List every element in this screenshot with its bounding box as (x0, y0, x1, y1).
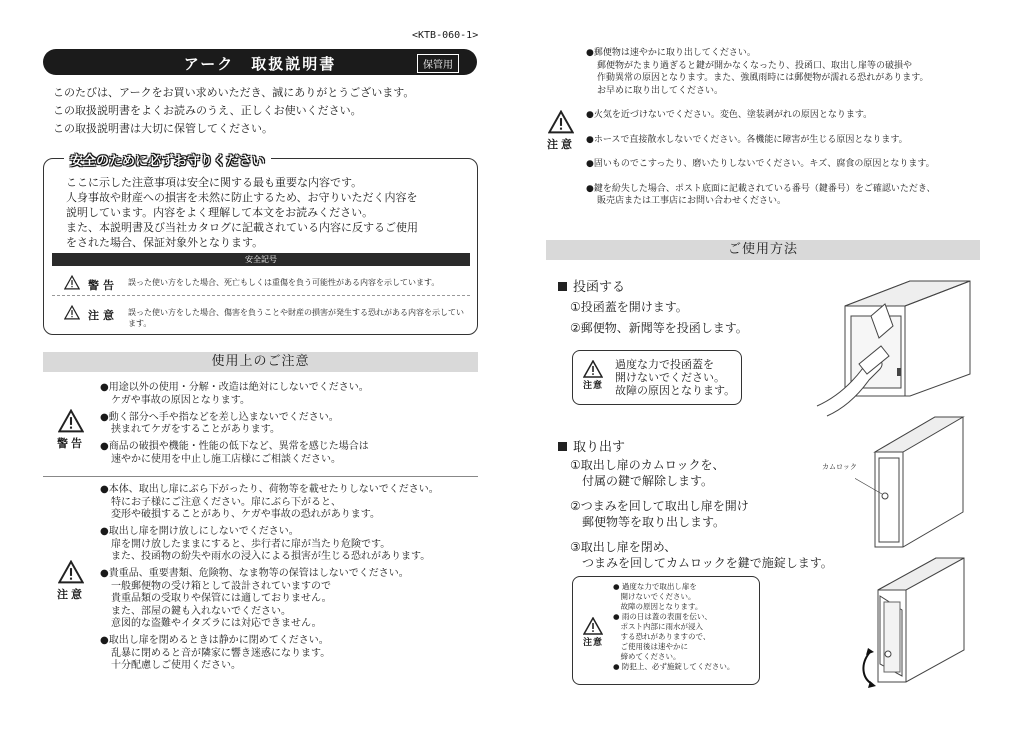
mailbox-camlock-illustration (855, 412, 970, 550)
safety-heading: 安全のために必ずお守りください (64, 150, 271, 169)
square-bullet-icon (558, 442, 567, 451)
step: つまみを回してカムロックを鍵で施錠します。 (570, 556, 833, 570)
intro-line: このたびは、アークをお買い求めいただき、誠にありがとうございます。 (53, 86, 415, 99)
safety-line: 人身事故や財産への損害を未然に防止するため、お守りいただく内容を (66, 191, 418, 204)
usage-warning-list (100, 382, 369, 471)
usage-caution-label: 注意 (57, 588, 85, 601)
step: ③取出し扉を閉め、 (570, 540, 677, 554)
retrieve-caution-text: ● 過度な力で取出し扉を 開けないでください。 故障の原因となります。 ● 雨の日は蓋の表面を伝い、 ポスト内部に雨水が浸入 する恐れがありますので、 ご使用後は速やかに 締めてください。 ● 防犯上、必ず施錠してください。 (613, 582, 735, 671)
document-number: <KTB-060-1> (412, 30, 479, 41)
safety-symbol-bar: 安全記号 (52, 253, 470, 266)
step: ①投函蓋を開けます。 (570, 300, 688, 314)
list-item: ●火気を近づけないでください。変色、塗装剥がれの原因となります。 (586, 110, 873, 120)
intro-line: この取扱説明書をよくお読みのうえ、正しくお使いください。 (53, 104, 362, 117)
mailbox-insert-illustration (815, 276, 975, 418)
usage-caution-list (100, 484, 439, 677)
list-item: ●郵便物は速やかに取り出してください。 郵便物がたまり過ぎると鍵が開かなくなったり、投函口、取出し扉等の破損や 作動異常の原因となります。また、強風雨時には郵便物が濡れる恐れがあります。 お早めに取り出してください。 (586, 48, 929, 96)
list-item: ●取出し扉を開け放しにしないでください。 扉を開け放したままにすると、歩行者に扉が当たり危険です。 また、投函物の紛失や雨水の浸入による損害が生じる恐れがあります。 (100, 526, 431, 562)
insert-heading: 投函する (558, 276, 625, 295)
step: 付属の鍵で解除します。 (570, 474, 714, 488)
mailbox-open-door-illustration (858, 554, 970, 690)
retrieve-steps (570, 457, 833, 571)
caution-triangle-icon (58, 560, 84, 584)
list-item: ●動く部分へ手や指などを差し込まないでください。 挟まれてケガをすることがあります。 (100, 411, 339, 435)
retrieve-caution-mark: 注意 (581, 617, 605, 648)
page-title: アーク 取扱説明書 (183, 55, 337, 73)
cam-lock-callout: カムロック (822, 463, 857, 471)
caution-triangle-icon (583, 360, 603, 378)
retrieve-caution-box (572, 576, 760, 685)
insert-steps (570, 297, 748, 339)
list-item: ●固いものでこすったり、磨いたりしないでください。キズ、腐食の原因となります。 (586, 159, 935, 169)
warning-description: 誤った使い方をした場合、死亡もしくは重傷を負う可能性がある内容を示しています。 (128, 278, 440, 287)
intro-text (53, 84, 414, 138)
right-caution-list (586, 47, 936, 212)
usage-section-header: 使用上のご注意 (43, 352, 478, 372)
safety-line: をされた場合、保証対象外となります。 (66, 236, 264, 249)
square-bullet-icon (558, 282, 567, 291)
safety-line: ここに示した注意事項は安全に関する最も重要な内容です。 (66, 176, 363, 189)
usage-warning-mark (56, 409, 86, 451)
insert-caution-text: 過度な力で投函蓋を 開けないでください。 故障の原因となります。 (615, 358, 736, 397)
warning-triangle-icon (58, 409, 84, 433)
retrieve-heading: 取り出す (558, 436, 625, 455)
keep-badge: 保管用 (417, 54, 459, 73)
intro-line: この取扱説明書は大切に保管してください。 (53, 122, 273, 135)
title-bar (43, 49, 477, 75)
divider (43, 476, 478, 477)
caution-label: 注意 (88, 309, 118, 322)
list-item: ●ホースで直接散水しないでください。各機能に障害が生じる原因となります。 (586, 134, 908, 145)
insert-caution-box (572, 350, 742, 405)
howto-section-header: ご使用方法 (546, 240, 980, 260)
list-item: ●鍵を紛失した場合、ポスト底面に記載されている番号（鍵番号）をご確認いただき、 販売店または工事店にお問い合わせください。 (586, 183, 936, 206)
warning-triangle-icon (64, 275, 80, 290)
right-caution-mark (546, 110, 576, 152)
step: ②郵便物、新聞等を投函します。 (570, 321, 748, 335)
safety-line: 説明しています。内容をよく理解して本文をお読みください。 (66, 206, 374, 219)
safety-box (43, 154, 478, 335)
insert-caution-mark: 注意 (581, 360, 605, 391)
caution-triangle-icon (583, 617, 603, 635)
list-item: ●取出し扉を閉めるときは静かに閉めてください。 乱暴に閉めると音が隣家に響き迷惑になります。 十分配慮しご使用ください。 (100, 635, 331, 671)
divider (52, 295, 470, 296)
safety-line: また、本説明書及び当社カタログに記載されている内容に反するご使用 (66, 221, 418, 234)
list-item: ●商品の破損や機能・性能の低下など、異常を感じた場合は 速やかに使用を中止し施工店様にご相談ください。 (100, 441, 369, 465)
caution-description: 誤った使い方をした場合、傷害を負うことや財産の損害が発生する恐れがある内容を示しています。 (128, 308, 464, 328)
caution-triangle-icon (64, 305, 80, 320)
usage-caution-mark (56, 560, 86, 602)
right-caution-label: 注意 (547, 138, 575, 151)
safety-body (66, 175, 418, 250)
warning-label: 警告 (88, 279, 118, 292)
list-item: ●貴重品、重要書類、危険物、なま物等の保管はしないでください。 一般郵便物の受け箱として設計されていますので 貴重品類の受取りや保管には適しておりません。 また、部屋の鍵も入れないでください。 意図的な盗難やイタズラには対応できません。 (100, 568, 409, 629)
step: ①取出し扉のカムロックを、 (570, 458, 725, 472)
step: 郵便物等を取り出します。 (570, 515, 726, 529)
step: ②つまみを回して取出し扉を開け (570, 499, 749, 513)
list-item: ●用途以外の使用・分解・改造は絶対にしないでください。 ケガや事故の原因となります。 (100, 382, 369, 406)
caution-triangle-icon (548, 110, 574, 134)
list-item: ●本体、取出し扉にぶら下がったり、荷物等を載せたりしないでください。 特にお子様にご注意ください。扉にぶら下がると、 変形や破損することがあり、ケガや事故の恐れがあります。 (100, 484, 439, 520)
usage-warning-label: 警告 (57, 437, 85, 450)
